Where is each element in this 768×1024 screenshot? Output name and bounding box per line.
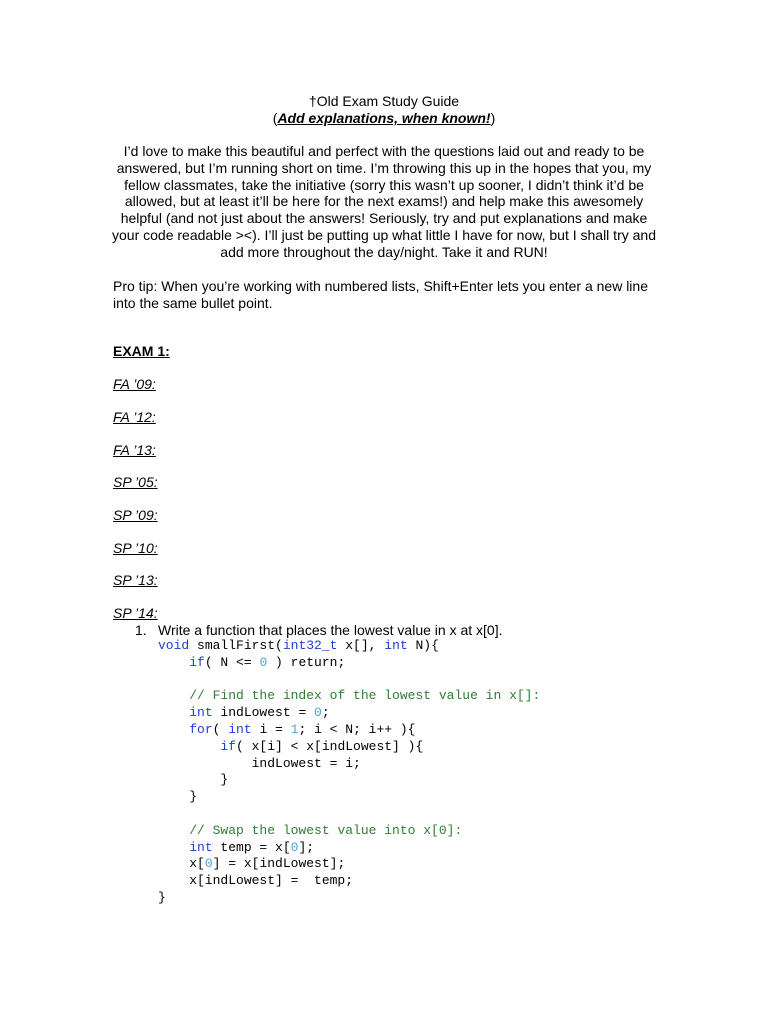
- code-line-13: int temp = x[0];: [189, 839, 315, 855]
- subtitle-close-paren: ): [490, 110, 496, 126]
- code-line-15: x[indLowest] = temp;: [158, 873, 354, 889]
- exam-1-heading: EXAM 1:: [113, 343, 170, 359]
- code-line-2: if( N <= 0 ) return;: [189, 654, 346, 670]
- code-line-9: }: [158, 772, 229, 788]
- subtitle-open-paren: (: [272, 110, 278, 126]
- subtitle-emphasis: Add explanations, when known!: [277, 110, 491, 126]
- code-line-12: // Swap the lowest value into x[0]:: [189, 822, 463, 838]
- code-line-16: }: [158, 889, 166, 905]
- code-line-4: // Find the index of the lowest value in x[]:: [189, 688, 541, 704]
- question-text: Write a function that places the lowest value in x at x[0].: [158, 622, 503, 638]
- semester-sp-05: SP ’05:: [113, 474, 158, 490]
- semester-sp-10: SP ’10:: [113, 540, 158, 556]
- code-block: [158, 638, 540, 907]
- code-line-8: indLowest = i;: [158, 755, 361, 771]
- code-line-10: }: [158, 789, 198, 805]
- page-title: †Old Exam Study Guide: [308, 93, 460, 109]
- question-number: 1.: [135, 622, 147, 638]
- code-line-5: int indLowest = 0;: [189, 705, 330, 721]
- pro-tip-paragraph: Pro tip: When you’re working with numbered lists, Shift+Enter lets you enter a new line into the same bullet point.: [113, 278, 648, 311]
- code-line-6: for( int i = 1; i < N; i++ ){: [189, 721, 416, 737]
- code-line-14: x[0] = x[indLowest];: [189, 856, 346, 872]
- semester-sp-14: SP ’14:: [113, 605, 158, 621]
- semester-fa-12: FA ’12:: [113, 409, 156, 425]
- semester-fa-09: FA ’09:: [113, 376, 156, 392]
- question-1: [135, 622, 502, 639]
- semester-sp-09: SP ’09:: [113, 507, 158, 523]
- semester-sp-13: SP ’13:: [113, 572, 158, 588]
- subtitle: [0, 110, 768, 127]
- code-line-1: void smallFirst(int32_t x[], int N){: [158, 638, 439, 653]
- intro-paragraph: I’d love to make this beautiful and perfect with the questions laid out and ready to be answered, but I’m running short on time. I’m throwing this up in the hopes that you, my fellow classmates, take the initiative (sorry this wasn’t up sooner, I didn’t think it’d be allowed, but at least it’ll be here for the next exams!) and help make this awesomely helpful (and not just about the answers! Seriously, try and put explanations and make your code readable ><). I’ll just be putting up what little I have for now, but I shall try and add more throughout the day/night. Take it and RUN!: [112, 143, 656, 260]
- code-line-7: if( x[i] < x[indLowest] ){: [220, 738, 424, 754]
- semester-fa-13: FA ’13:: [113, 442, 156, 458]
